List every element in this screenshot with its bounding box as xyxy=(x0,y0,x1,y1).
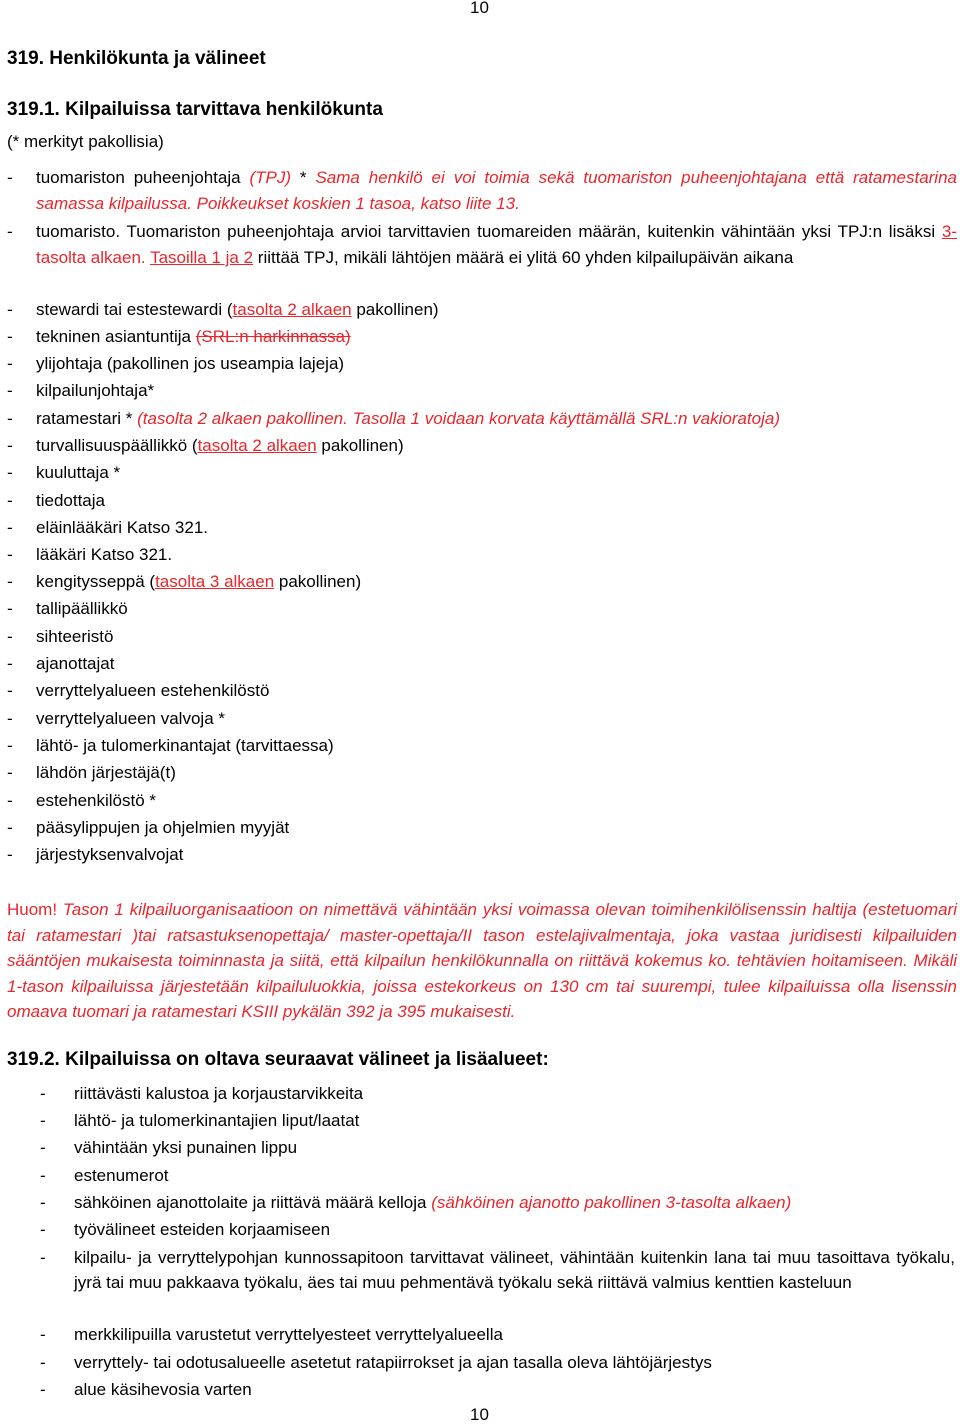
subsection-title: Kilpailuissa tarvittava henkilökunta xyxy=(65,99,383,120)
page-number-top: 10 xyxy=(470,0,489,17)
list-item: - pääsylippujen ja ohjelmien myyjät xyxy=(7,815,957,841)
list-dash: - xyxy=(7,736,13,755)
list-dash: - xyxy=(7,627,13,646)
list-item: - tiedottaja xyxy=(7,488,957,514)
list-item: - lähtö- ja tulomerkinantajien liput/laatat xyxy=(40,1108,955,1133)
list-dash: - xyxy=(7,222,13,241)
list-dash: - xyxy=(7,436,13,455)
huom-label: Huom! xyxy=(7,900,58,919)
list-dash: - xyxy=(40,1380,46,1399)
list-dash: - xyxy=(40,1248,46,1267)
list-item: - tekninen asiantuntija (SRL:n harkinnassa) xyxy=(7,324,957,350)
list-item: - estehenkilöstö * xyxy=(7,788,957,814)
list-dash: - xyxy=(7,599,13,618)
list-item: - verryttelyalueen estehenkilöstö xyxy=(7,678,957,704)
list-item: - kengitysseppä (tasolta 3 alkaen pakollinen) xyxy=(7,569,957,595)
list-dash: - xyxy=(7,491,13,510)
list-item: - työvälineet esteiden korjaamiseen xyxy=(40,1217,955,1242)
list-dash: - xyxy=(7,572,13,591)
list-dash: - xyxy=(7,791,13,810)
list-item: - ratamestari * (tasolta 2 alkaen pakollinen. Tasolla 1 voidaan korvata käyttämällä SRL:n vakioratoja) xyxy=(7,406,957,432)
list-item: - ylijohtaja (pakollinen jos useampia lajeja) xyxy=(7,351,957,377)
list-item: - verryttelyalueen valvoja * xyxy=(7,706,957,732)
list-dash: - xyxy=(7,354,13,373)
list-dash: - xyxy=(7,327,13,346)
list-dash: - xyxy=(7,654,13,673)
list-item: - kilpailunjohtaja* xyxy=(7,378,957,404)
mandatory-note: (* merkityt pakollisia) xyxy=(7,132,164,151)
subsection-heading-319-2 xyxy=(7,1049,549,1071)
list-dash: - xyxy=(7,818,13,837)
list-item: - turvallisuuspäällikkö (tasolta 2 alkaen pakollinen) xyxy=(7,433,957,459)
subsection-heading-319-1 xyxy=(7,99,383,121)
list-item: - sihteeristö xyxy=(7,624,957,650)
list-dash: - xyxy=(7,681,13,700)
list-item: - riittävästi kalustoa ja korjaustarvikkeita xyxy=(40,1081,955,1106)
list-dash: - xyxy=(7,545,13,564)
list-dash: - xyxy=(7,463,13,482)
list-dash: - xyxy=(40,1138,46,1157)
subsection-title: Kilpailuissa on oltava seuraavat välineet ja lisäalueet: xyxy=(65,1049,549,1070)
list-item: - eläinlääkäri Katso 321. xyxy=(7,515,957,541)
list-item: - estenumerot xyxy=(40,1163,955,1188)
list-item: - järjestyksenvalvojat xyxy=(7,842,957,868)
list-item: - lähtö- ja tulomerkinantajat (tarvittaessa) xyxy=(7,733,957,759)
list-dash: - xyxy=(7,168,13,187)
list-dash: - xyxy=(40,1166,46,1185)
list-dash: - xyxy=(40,1220,46,1239)
list-item: - stewardi tai estestewardi (tasolta 2 alkaen pakollinen) xyxy=(7,297,957,323)
list-dash: - xyxy=(7,763,13,782)
page-number-bottom: 10 xyxy=(470,1405,489,1424)
list-item: - merkkilipuilla varustetut verryttelyesteet verryttelyalueella xyxy=(40,1322,955,1347)
list-dash: - xyxy=(40,1353,46,1372)
list-item: - lääkäri Katso 321. xyxy=(7,542,957,568)
list-item: - verryttely- tai odotusalueelle asetetut ratapiirrokset ja ajan tasalla oleva lähtöjärjestys xyxy=(40,1350,955,1375)
list-item: - tallipäällikkö xyxy=(7,596,957,622)
list-dash: - xyxy=(7,518,13,537)
list-dash: - xyxy=(40,1084,46,1103)
list-dash: - xyxy=(7,709,13,728)
list-dash: - xyxy=(7,381,13,400)
list-item: - tuomariston puheenjohtaja (TPJ) * Sama henkilö ei voi toimia sekä tuomariston puheenjohtajana että ratamestarina samassa kilpailussa. Poikkeukset koskien 1 tasoa, katso liite 13. xyxy=(7,165,957,217)
list-dash: - xyxy=(40,1325,46,1344)
list-item: - kilpailu- ja verryttelypohjan kunnossapitoon tarvittavat välineet, vähintään kuitenkin lana tai muu tasoittava työkalu, jyrä tai muu pakkaava työkalu, äes tai muu pehmentävä työkalu sekä riittävä valmius kenttien kasteluun xyxy=(40,1245,955,1295)
list-item: - vähintään yksi punainen lippu xyxy=(40,1135,955,1160)
huom-paragraph: Huom! Tason 1 kilpailuorganisaatioon on nimettävä vähintään yksi voimassa olevan toimihenkilölisenssin haltija (estetuomari tai ratamestari )tai ratsastuksenopettaja/ master-opettaja/II tason estelajivalmentaja, joka vastaa juridisesti kilpailuiden sääntöjen mukaisesta toiminnasta ja siitä, että kilpailun henkilökunnalla on riittävä kokemus ko. tehtävien hoitamiseen. Mikäli 1-tason kilpailuissa järjestetään kilpailuluokkia, joissa estekorkeus on 130 cm tai suurempi, tulee kilpailuissa olla lisenssin omaava tuomari ja ratamestari KSIII pykälän 392 ja 395 mukaisesti. xyxy=(7,900,957,1021)
list-dash: - xyxy=(7,845,13,864)
list-dash: - xyxy=(40,1193,46,1212)
subsection-number: 319.1. xyxy=(7,99,60,120)
list-item: - kuuluttaja * xyxy=(7,460,957,486)
subsection-number: 319.2. xyxy=(7,1049,60,1070)
list-item: - ajanottajat xyxy=(7,651,957,677)
list-item: - alue käsihevosia varten xyxy=(40,1377,955,1402)
list-dash: - xyxy=(40,1111,46,1130)
list-dash: - xyxy=(7,300,13,319)
list-dash: - xyxy=(7,409,13,428)
list-item: - lähdön järjestäjä(t) xyxy=(7,760,957,786)
section-title: 319. Henkilökunta ja välineet xyxy=(7,48,266,69)
list-item: - sähköinen ajanottolaite ja riittävä määrä kelloja (sähköinen ajanotto pakollinen 3-tasolta alkaen) xyxy=(40,1190,955,1215)
list-item: - tuomaristo. Tuomariston puheenjohtaja arvioi tarvittavien tuomareiden määrän, kuitenkin vähintään yksi TPJ:n lisäksi 3-tasolta alkaen. Tasoilla 1 ja 2 riittää TPJ, mikäli lähtöjen määrä ei ylitä 60 yhden kilpailupäivän aikana xyxy=(7,219,957,271)
